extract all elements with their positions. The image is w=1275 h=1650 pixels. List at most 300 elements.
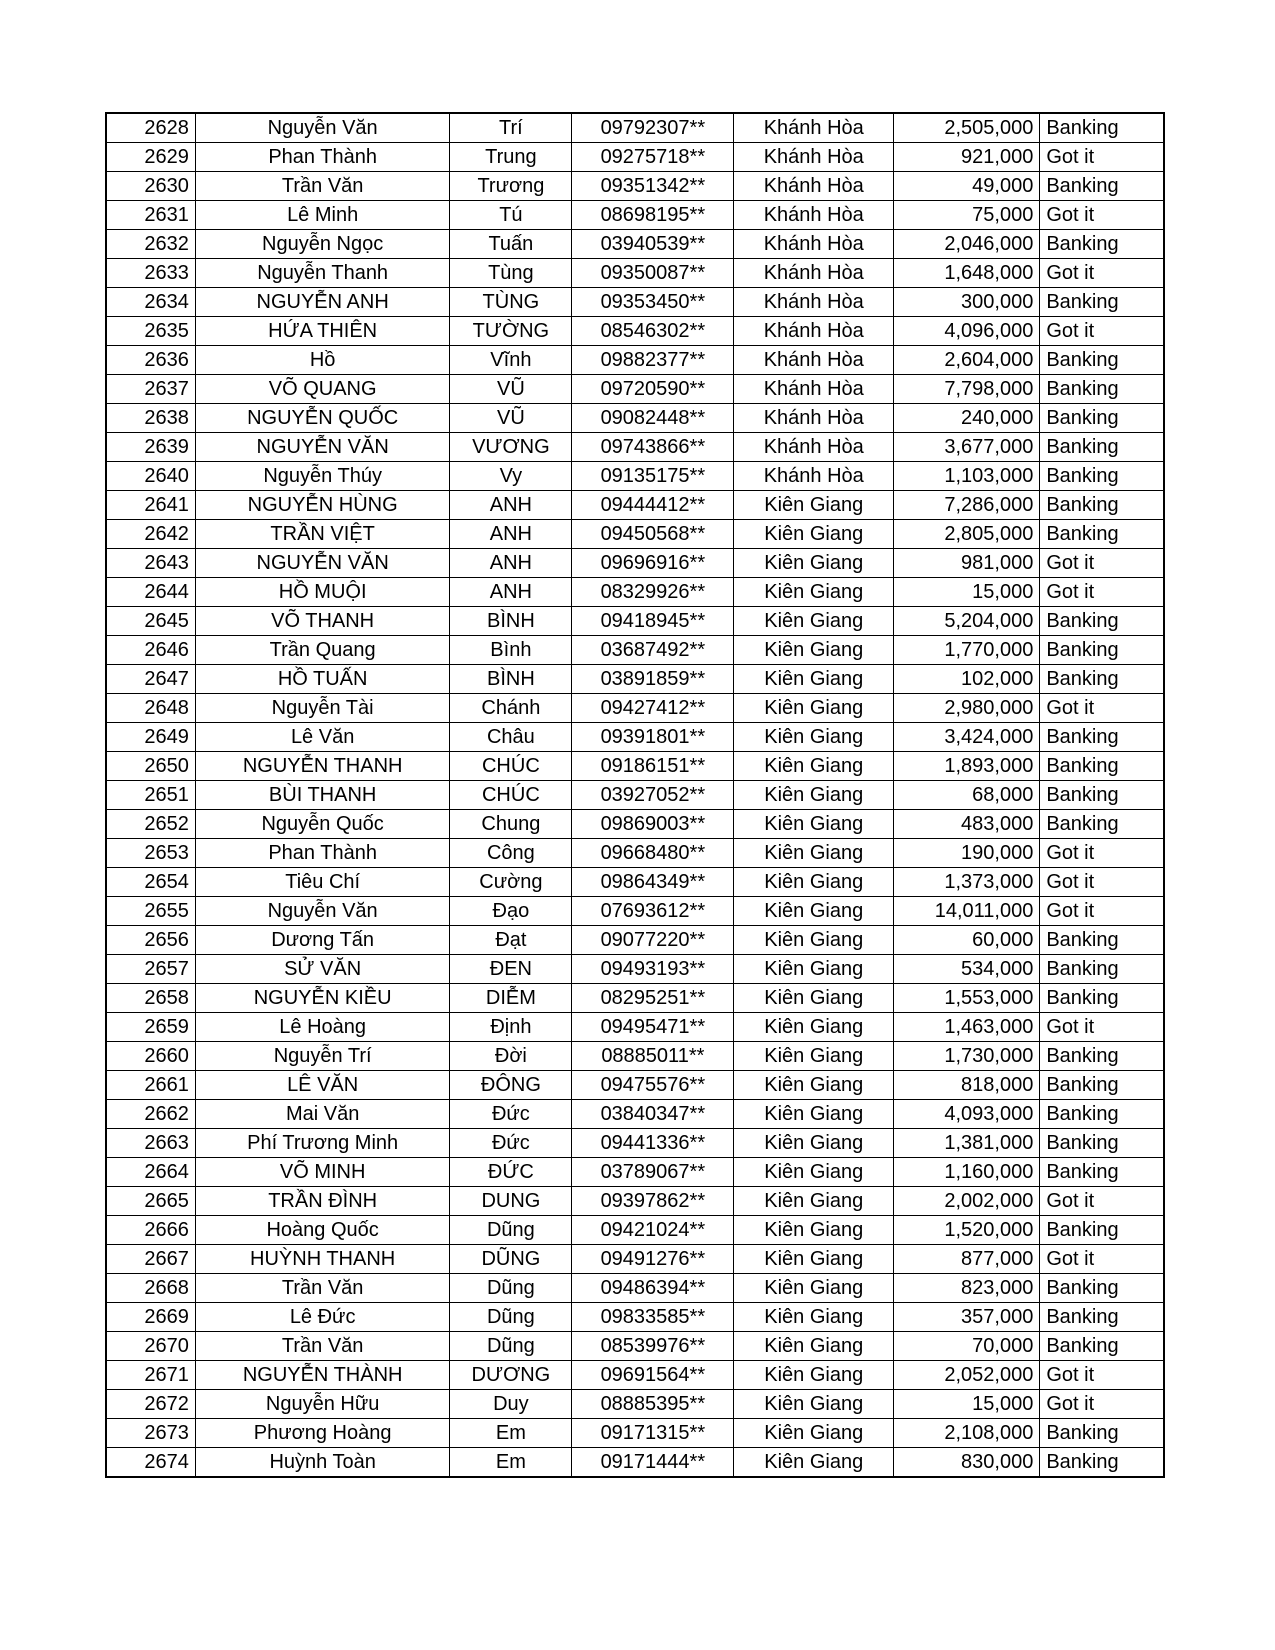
table-row (106, 172, 1164, 201)
last-name-cell: Lê Hoàng (195, 1013, 450, 1042)
row-number-cell: 2659 (106, 1013, 195, 1042)
payment-method-cell: Banking (1040, 433, 1164, 462)
province-cell: Kiên Giang (734, 1361, 894, 1390)
row-number-cell: 2663 (106, 1129, 195, 1158)
last-name-cell: SỬ VĂN (195, 955, 450, 984)
last-name-cell: TRẦN VIỆT (195, 520, 450, 549)
first-name-cell: Trí (450, 113, 572, 143)
first-name-cell: Tú (450, 201, 572, 230)
province-cell: Kiên Giang (734, 1332, 894, 1361)
table-body (106, 113, 1164, 1477)
phone-number-cell: 09171444** (572, 1448, 734, 1478)
first-name-cell: Định (450, 1013, 572, 1042)
province-cell: Kiên Giang (734, 1216, 894, 1245)
payment-method-cell: Banking (1040, 1216, 1164, 1245)
row-number-cell: 2664 (106, 1158, 195, 1187)
province-cell: Kiên Giang (734, 1129, 894, 1158)
province-cell: Kiên Giang (734, 1158, 894, 1187)
amount-cell: 49,000 (894, 172, 1040, 201)
first-name-cell: DIỄM (450, 984, 572, 1013)
phone-number-cell: 09475576** (572, 1071, 734, 1100)
last-name-cell: NGUYỄN ANH (195, 288, 450, 317)
amount-cell: 1,103,000 (894, 462, 1040, 491)
last-name-cell: Lê Đức (195, 1303, 450, 1332)
province-cell: Kiên Giang (734, 694, 894, 723)
last-name-cell: Trần Quang (195, 636, 450, 665)
first-name-cell: Đức (450, 1129, 572, 1158)
row-number-cell: 2632 (106, 230, 195, 259)
province-cell: Kiên Giang (734, 491, 894, 520)
first-name-cell: Dũng (450, 1274, 572, 1303)
row-number-cell: 2637 (106, 375, 195, 404)
province-cell: Khánh Hòa (734, 143, 894, 172)
row-number-cell: 2665 (106, 1187, 195, 1216)
row-number-cell: 2628 (106, 113, 195, 143)
last-name-cell: NGUYỄN THÀNH (195, 1361, 450, 1390)
amount-cell: 300,000 (894, 288, 1040, 317)
table-row (106, 520, 1164, 549)
province-cell: Kiên Giang (734, 1042, 894, 1071)
table-row (106, 781, 1164, 810)
phone-number-cell: 09491276** (572, 1245, 734, 1274)
payment-method-cell: Banking (1040, 113, 1164, 143)
amount-cell: 15,000 (894, 1390, 1040, 1419)
table-row (106, 113, 1164, 143)
last-name-cell: Phương Hoàng (195, 1419, 450, 1448)
last-name-cell: Nguyễn Trí (195, 1042, 450, 1071)
payment-method-cell: Banking (1040, 1100, 1164, 1129)
province-cell: Kiên Giang (734, 1274, 894, 1303)
first-name-cell: TÙNG (450, 288, 572, 317)
payment-method-cell: Got it (1040, 839, 1164, 868)
first-name-cell: VŨ (450, 404, 572, 433)
amount-cell: 3,424,000 (894, 723, 1040, 752)
payment-method-cell: Got it (1040, 1245, 1164, 1274)
last-name-cell: Phan Thành (195, 143, 450, 172)
first-name-cell: Trung (450, 143, 572, 172)
row-number-cell: 2647 (106, 665, 195, 694)
first-name-cell: Tuấn (450, 230, 572, 259)
payment-method-cell: Banking (1040, 752, 1164, 781)
table-row (106, 201, 1164, 230)
table-row (106, 1448, 1164, 1478)
last-name-cell: Lê Minh (195, 201, 450, 230)
payment-method-cell: Got it (1040, 259, 1164, 288)
first-name-cell: Đức (450, 1100, 572, 1129)
first-name-cell: Dũng (450, 1303, 572, 1332)
phone-number-cell: 09135175** (572, 462, 734, 491)
phone-number-cell: 09833585** (572, 1303, 734, 1332)
first-name-cell: ANH (450, 491, 572, 520)
province-cell: Kiên Giang (734, 1100, 894, 1129)
province-cell: Khánh Hòa (734, 172, 894, 201)
phone-number-cell: 09864349** (572, 868, 734, 897)
table-row (106, 1071, 1164, 1100)
row-number-cell: 2657 (106, 955, 195, 984)
last-name-cell: Dương Tấn (195, 926, 450, 955)
first-name-cell: Tùng (450, 259, 572, 288)
phone-number-cell: 08885395** (572, 1390, 734, 1419)
phone-number-cell: 09869003** (572, 810, 734, 839)
last-name-cell: Nguyễn Ngọc (195, 230, 450, 259)
row-number-cell: 2672 (106, 1390, 195, 1419)
table-row (106, 1042, 1164, 1071)
first-name-cell: Công (450, 839, 572, 868)
payment-method-cell: Banking (1040, 1274, 1164, 1303)
last-name-cell: HỨA THIÊN (195, 317, 450, 346)
payment-method-cell: Got it (1040, 317, 1164, 346)
province-cell: Kiên Giang (734, 1448, 894, 1478)
payment-method-cell: Banking (1040, 1071, 1164, 1100)
phone-number-cell: 09696916** (572, 549, 734, 578)
row-number-cell: 2658 (106, 984, 195, 1013)
table-row (106, 1332, 1164, 1361)
amount-cell: 2,505,000 (894, 113, 1040, 143)
last-name-cell: Nguyễn Hữu (195, 1390, 450, 1419)
row-number-cell: 2645 (106, 607, 195, 636)
amount-cell: 1,160,000 (894, 1158, 1040, 1187)
first-name-cell: Bình (450, 636, 572, 665)
row-number-cell: 2651 (106, 781, 195, 810)
last-name-cell: Lê Văn (195, 723, 450, 752)
phone-number-cell: 09450568** (572, 520, 734, 549)
province-cell: Kiên Giang (734, 1419, 894, 1448)
province-cell: Kiên Giang (734, 723, 894, 752)
row-number-cell: 2674 (106, 1448, 195, 1478)
payment-method-cell: Banking (1040, 810, 1164, 839)
province-cell: Kiên Giang (734, 955, 894, 984)
phone-number-cell: 08698195** (572, 201, 734, 230)
amount-cell: 2,052,000 (894, 1361, 1040, 1390)
first-name-cell: BÌNH (450, 665, 572, 694)
phone-number-cell: 09077220** (572, 926, 734, 955)
amount-cell: 3,677,000 (894, 433, 1040, 462)
province-cell: Kiên Giang (734, 665, 894, 694)
payment-method-cell: Got it (1040, 897, 1164, 926)
amount-cell: 1,520,000 (894, 1216, 1040, 1245)
row-number-cell: 2634 (106, 288, 195, 317)
province-cell: Khánh Hòa (734, 230, 894, 259)
table-row (106, 897, 1164, 926)
amount-cell: 1,770,000 (894, 636, 1040, 665)
table-row (106, 259, 1164, 288)
first-name-cell: Duy (450, 1390, 572, 1419)
amount-cell: 1,730,000 (894, 1042, 1040, 1071)
row-number-cell: 2641 (106, 491, 195, 520)
amount-cell: 15,000 (894, 578, 1040, 607)
first-name-cell: Em (450, 1448, 572, 1478)
province-cell: Khánh Hòa (734, 259, 894, 288)
last-name-cell: HỒ TUẤN (195, 665, 450, 694)
province-cell: Kiên Giang (734, 868, 894, 897)
payment-method-cell: Banking (1040, 723, 1164, 752)
table-row (106, 839, 1164, 868)
payment-method-cell: Banking (1040, 346, 1164, 375)
row-number-cell: 2629 (106, 143, 195, 172)
payment-method-cell: Got it (1040, 1390, 1164, 1419)
amount-cell: 818,000 (894, 1071, 1040, 1100)
row-number-cell: 2668 (106, 1274, 195, 1303)
table-row (106, 433, 1164, 462)
table-row (106, 752, 1164, 781)
first-name-cell: TƯỜNG (450, 317, 572, 346)
amount-cell: 2,002,000 (894, 1187, 1040, 1216)
first-name-cell: DƯƠNG (450, 1361, 572, 1390)
table-row (106, 462, 1164, 491)
last-name-cell: VÕ THANH (195, 607, 450, 636)
payment-method-cell: Got it (1040, 549, 1164, 578)
phone-number-cell: 03840347** (572, 1100, 734, 1129)
last-name-cell: Phí Trương Minh (195, 1129, 450, 1158)
row-number-cell: 2662 (106, 1100, 195, 1129)
payment-method-cell: Got it (1040, 143, 1164, 172)
first-name-cell: ĐỨC (450, 1158, 572, 1187)
amount-cell: 2,108,000 (894, 1419, 1040, 1448)
table-row (106, 1013, 1164, 1042)
phone-number-cell: 09353450** (572, 288, 734, 317)
phone-number-cell: 09418945** (572, 607, 734, 636)
table-row (106, 491, 1164, 520)
amount-cell: 1,463,000 (894, 1013, 1040, 1042)
amount-cell: 877,000 (894, 1245, 1040, 1274)
table-row (106, 346, 1164, 375)
amount-cell: 2,604,000 (894, 346, 1040, 375)
table-row (106, 1390, 1164, 1419)
table-row (106, 375, 1164, 404)
amount-cell: 2,805,000 (894, 520, 1040, 549)
phone-number-cell: 09275718** (572, 143, 734, 172)
first-name-cell: Vĩnh (450, 346, 572, 375)
phone-number-cell: 08295251** (572, 984, 734, 1013)
row-number-cell: 2654 (106, 868, 195, 897)
first-name-cell: Em (450, 1419, 572, 1448)
first-name-cell: ANH (450, 578, 572, 607)
amount-cell: 60,000 (894, 926, 1040, 955)
payment-method-cell: Got it (1040, 694, 1164, 723)
amount-cell: 70,000 (894, 1332, 1040, 1361)
table-row (106, 984, 1164, 1013)
province-cell: Khánh Hòa (734, 433, 894, 462)
last-name-cell: Mai Văn (195, 1100, 450, 1129)
amount-cell: 5,204,000 (894, 607, 1040, 636)
last-name-cell: VÕ QUANG (195, 375, 450, 404)
phone-number-cell: 03927052** (572, 781, 734, 810)
first-name-cell: Chung (450, 810, 572, 839)
first-name-cell: ANH (450, 549, 572, 578)
phone-number-cell: 09495471** (572, 1013, 734, 1042)
last-name-cell: HỒ MUỘI (195, 578, 450, 607)
province-cell: Kiên Giang (734, 810, 894, 839)
first-name-cell: Dũng (450, 1216, 572, 1245)
table-row (106, 665, 1164, 694)
phone-number-cell: 07693612** (572, 897, 734, 926)
amount-cell: 7,798,000 (894, 375, 1040, 404)
row-number-cell: 2661 (106, 1071, 195, 1100)
last-name-cell: Hồ (195, 346, 450, 375)
last-name-cell: BÙI THANH (195, 781, 450, 810)
amount-cell: 921,000 (894, 143, 1040, 172)
last-name-cell: Huỳnh Toàn (195, 1448, 450, 1478)
province-cell: Kiên Giang (734, 781, 894, 810)
first-name-cell: ĐEN (450, 955, 572, 984)
amount-cell: 4,093,000 (894, 1100, 1040, 1129)
row-number-cell: 2655 (106, 897, 195, 926)
amount-cell: 830,000 (894, 1448, 1040, 1478)
payment-method-cell: Got it (1040, 868, 1164, 897)
payment-method-cell: Banking (1040, 172, 1164, 201)
first-name-cell: VŨ (450, 375, 572, 404)
payment-method-cell: Banking (1040, 607, 1164, 636)
row-number-cell: 2635 (106, 317, 195, 346)
table-row (106, 1419, 1164, 1448)
phone-number-cell: 09792307** (572, 113, 734, 143)
row-number-cell: 2638 (106, 404, 195, 433)
row-number-cell: 2631 (106, 201, 195, 230)
amount-cell: 1,373,000 (894, 868, 1040, 897)
province-cell: Khánh Hòa (734, 317, 894, 346)
last-name-cell: Nguyễn Thanh (195, 259, 450, 288)
first-name-cell: Cường (450, 868, 572, 897)
payment-method-cell: Banking (1040, 984, 1164, 1013)
phone-number-cell: 09351342** (572, 172, 734, 201)
amount-cell: 4,096,000 (894, 317, 1040, 346)
table-row (106, 636, 1164, 665)
phone-number-cell: 03940539** (572, 230, 734, 259)
table-row (106, 607, 1164, 636)
amount-cell: 102,000 (894, 665, 1040, 694)
payment-method-cell: Got it (1040, 1187, 1164, 1216)
row-number-cell: 2630 (106, 172, 195, 201)
province-cell: Kiên Giang (734, 1303, 894, 1332)
last-name-cell: NGUYỄN VĂN (195, 433, 450, 462)
first-name-cell: ANH (450, 520, 572, 549)
amount-cell: 240,000 (894, 404, 1040, 433)
province-cell: Kiên Giang (734, 1071, 894, 1100)
first-name-cell: DŨNG (450, 1245, 572, 1274)
payment-method-cell: Banking (1040, 491, 1164, 520)
phone-number-cell: 09486394** (572, 1274, 734, 1303)
province-cell: Khánh Hòa (734, 462, 894, 491)
table-row (106, 1158, 1164, 1187)
phone-number-cell: 09186151** (572, 752, 734, 781)
payment-method-cell: Banking (1040, 926, 1164, 955)
row-number-cell: 2648 (106, 694, 195, 723)
phone-number-cell: 09171315** (572, 1419, 734, 1448)
table-row (106, 694, 1164, 723)
phone-number-cell: 09350087** (572, 259, 734, 288)
payment-method-cell: Banking (1040, 1419, 1164, 1448)
last-name-cell: Trần Văn (195, 172, 450, 201)
phone-number-cell: 09444412** (572, 491, 734, 520)
first-name-cell: DUNG (450, 1187, 572, 1216)
province-cell: Kiên Giang (734, 1187, 894, 1216)
payment-method-cell: Banking (1040, 288, 1164, 317)
first-name-cell: Đạt (450, 926, 572, 955)
payment-method-cell: Banking (1040, 665, 1164, 694)
province-cell: Kiên Giang (734, 1013, 894, 1042)
row-number-cell: 2671 (106, 1361, 195, 1390)
payment-method-cell: Banking (1040, 781, 1164, 810)
last-name-cell: Nguyễn Văn (195, 113, 450, 143)
phone-number-cell: 09082448** (572, 404, 734, 433)
province-cell: Kiên Giang (734, 1390, 894, 1419)
amount-cell: 823,000 (894, 1274, 1040, 1303)
amount-cell: 2,980,000 (894, 694, 1040, 723)
phone-number-cell: 09427412** (572, 694, 734, 723)
phone-number-cell: 09882377** (572, 346, 734, 375)
table-row (106, 868, 1164, 897)
last-name-cell: Tiêu Chí (195, 868, 450, 897)
row-number-cell: 2639 (106, 433, 195, 462)
row-number-cell: 2642 (106, 520, 195, 549)
payment-method-cell: Banking (1040, 462, 1164, 491)
row-number-cell: 2667 (106, 1245, 195, 1274)
last-name-cell: NGUYỄN HÙNG (195, 491, 450, 520)
first-name-cell: Trương (450, 172, 572, 201)
row-number-cell: 2673 (106, 1419, 195, 1448)
row-number-cell: 2646 (106, 636, 195, 665)
row-number-cell: 2653 (106, 839, 195, 868)
row-number-cell: 2669 (106, 1303, 195, 1332)
row-number-cell: 2649 (106, 723, 195, 752)
phone-number-cell: 09493193** (572, 955, 734, 984)
amount-cell: 1,381,000 (894, 1129, 1040, 1158)
last-name-cell: Hoàng Quốc (195, 1216, 450, 1245)
last-name-cell: HUỲNH THANH (195, 1245, 450, 1274)
row-number-cell: 2656 (106, 926, 195, 955)
payment-method-cell: Banking (1040, 955, 1164, 984)
payment-method-cell: Banking (1040, 1129, 1164, 1158)
amount-cell: 1,648,000 (894, 259, 1040, 288)
phone-number-cell: 09441336** (572, 1129, 734, 1158)
first-name-cell: Đời (450, 1042, 572, 1071)
phone-number-cell: 09391801** (572, 723, 734, 752)
first-name-cell: CHÚC (450, 752, 572, 781)
table-row (106, 1274, 1164, 1303)
table-row (106, 578, 1164, 607)
amount-cell: 68,000 (894, 781, 1040, 810)
payment-method-cell: Banking (1040, 520, 1164, 549)
phone-number-cell: 03891859** (572, 665, 734, 694)
first-name-cell: VƯƠNG (450, 433, 572, 462)
amount-cell: 1,553,000 (894, 984, 1040, 1013)
table-row (106, 1100, 1164, 1129)
province-cell: Kiên Giang (734, 897, 894, 926)
payment-method-cell: Got it (1040, 578, 1164, 607)
province-cell: Khánh Hòa (734, 375, 894, 404)
first-name-cell: Đạo (450, 897, 572, 926)
amount-cell: 981,000 (894, 549, 1040, 578)
phone-number-cell: 09668480** (572, 839, 734, 868)
phone-number-cell: 09720590** (572, 375, 734, 404)
last-name-cell: Trần Văn (195, 1274, 450, 1303)
table-row (106, 1187, 1164, 1216)
amount-cell: 534,000 (894, 955, 1040, 984)
payment-method-cell: Banking (1040, 375, 1164, 404)
last-name-cell: LÊ VĂN (195, 1071, 450, 1100)
first-name-cell: CHÚC (450, 781, 572, 810)
row-number-cell: 2636 (106, 346, 195, 375)
row-number-cell: 2643 (106, 549, 195, 578)
payment-method-cell: Banking (1040, 1332, 1164, 1361)
phone-number-cell: 09421024** (572, 1216, 734, 1245)
table-row (106, 810, 1164, 839)
last-name-cell: Phan Thành (195, 839, 450, 868)
winners-table (105, 112, 1165, 1478)
province-cell: Kiên Giang (734, 926, 894, 955)
last-name-cell: Trần Văn (195, 1332, 450, 1361)
first-name-cell: BÌNH (450, 607, 572, 636)
